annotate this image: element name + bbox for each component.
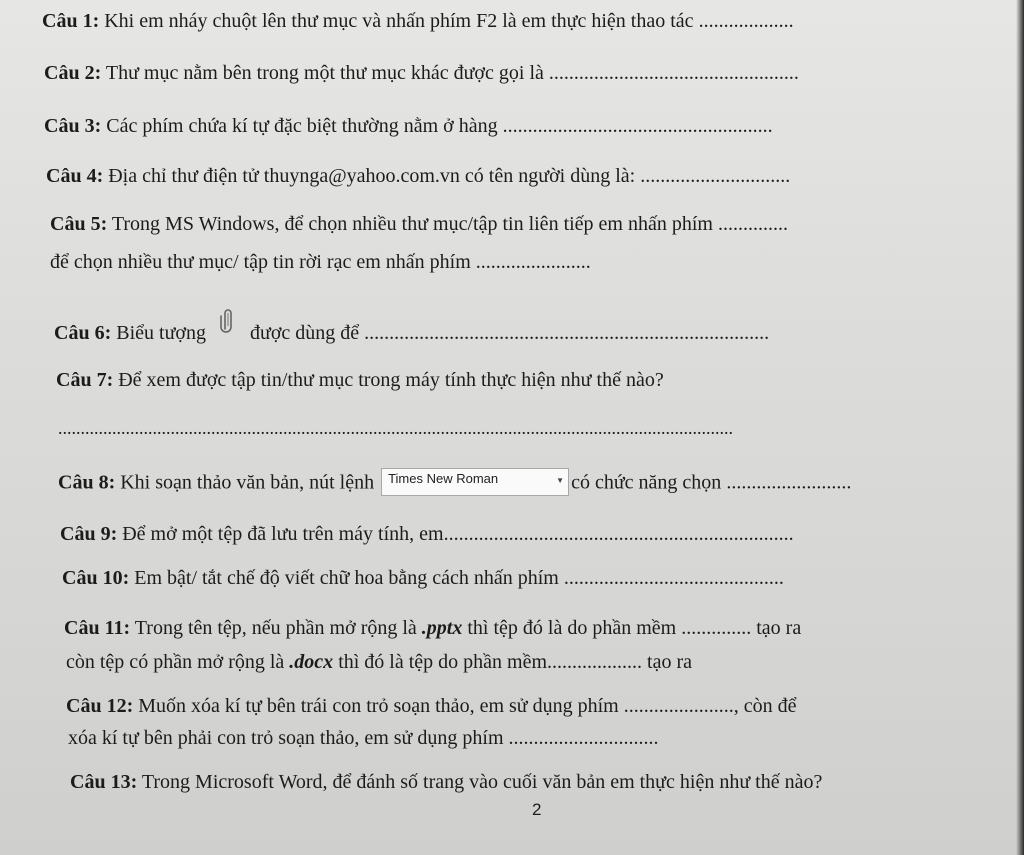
paperclip-icon	[220, 307, 236, 337]
question-7-answer-line: ......................................................................................................................................................	[58, 418, 733, 438]
question-12: Câu 12: Muốn xóa kí tự bên trái con trỏ soạn thảo, em sử dụng phím ......................, còn để	[66, 695, 797, 717]
question-12-line-2: xóa kí tự bên phải con trỏ soạn thảo, em sử dụng phím ..............................	[68, 727, 659, 749]
dropdown-arrow-icon: ▼	[556, 476, 565, 485]
question-11-line-2: còn tệp có phần mở rộng là .docx thì đó là tệp do phần mềm................... tạo ra	[66, 651, 693, 673]
question-5-line-2: để chọn nhiều thư mục/ tập tin rời rạc em nhấn phím .......................	[50, 251, 591, 273]
question-7: Câu 7: Để xem được tập tin/thư mục trong máy tính thực hiện như thế nào?	[56, 369, 664, 391]
font-name-dropdown: Times New Roman ▼	[381, 468, 569, 496]
question-3: Câu 3: Các phím chứa kí tự đặc biệt thường nằm ở hàng ......................................................	[44, 115, 773, 137]
question-13: Câu 13: Trong Microsoft Word, để đánh số trang vào cuối văn bản em thực hiện như thế nào?	[70, 771, 823, 793]
question-11: Câu 11: Trong tên tệp, nếu phần mở rộng là .pptx thì tệp đó là do phần mềm .............. tạo ra	[64, 617, 802, 639]
question-2: Câu 2: Thư mục nằm bên trong một thư mục khác được gọi là ..................................................	[44, 62, 799, 84]
question-1: Câu 1: Khi em nháy chuột lên thư mục và nhấn phím F2 là em thực hiện thao tác ...................	[42, 10, 794, 32]
page-number: 2	[532, 800, 542, 819]
question-8: Câu 8: Khi soạn thảo văn bản, nút lệnh Times New Roman ▼ có chức năng chọn .........................	[58, 470, 851, 498]
question-10: Câu 10: Em bật/ tắt chế độ viết chữ hoa bằng cách nhấn phím ............................................	[62, 567, 784, 589]
question-4: Câu 4: Địa chỉ thư điện tử thuynga@yahoo.com.vn có tên người dùng là: ..............................	[46, 165, 791, 187]
question-5: Câu 5: Trong MS Windows, để chọn nhiều thư mục/tập tin liên tiếp em nhấn phím ..............	[50, 213, 788, 235]
question-6: Câu 6: Biểu tượng được dùng để .................................................................................	[54, 321, 769, 351]
question-9: Câu 9: Để mở một tệp đã lưu trên máy tính, em......................................................................	[60, 523, 794, 545]
page-edge-shadow	[1016, 0, 1024, 855]
